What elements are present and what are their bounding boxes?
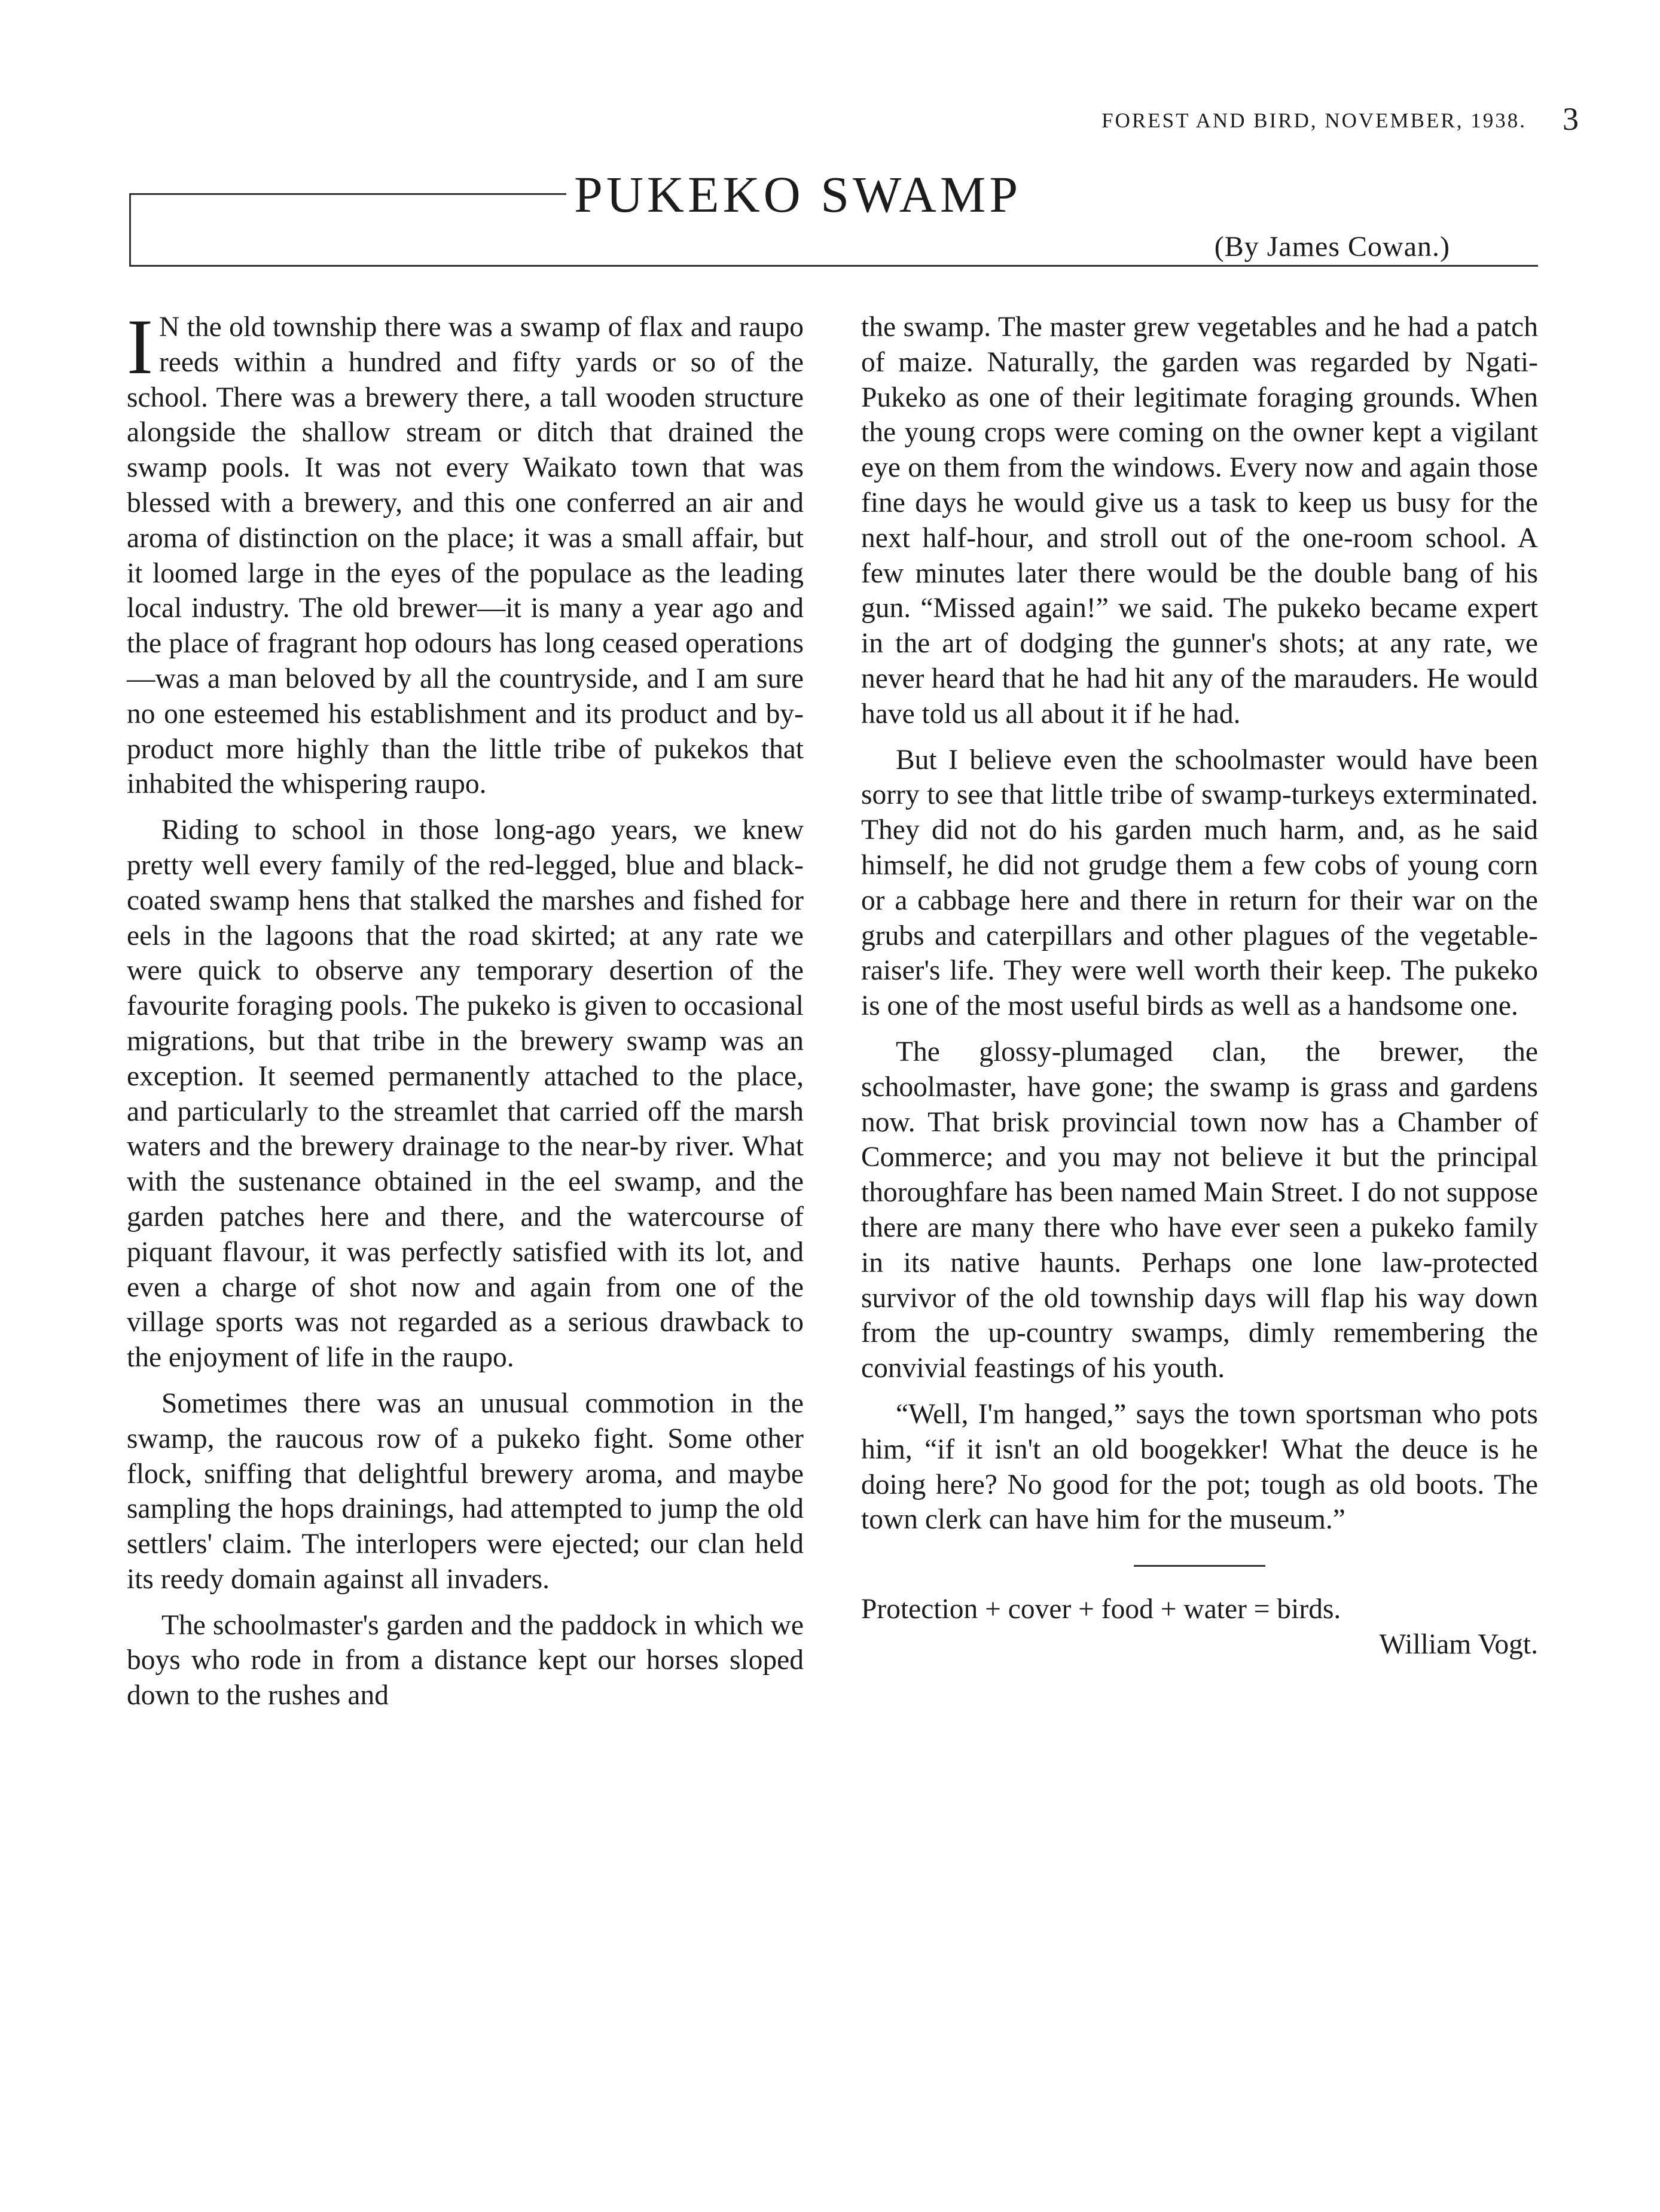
- paragraph-7: “Well, I'm hanged,” says the town sportsman who pots him, “if it isn't an old boogekker! What the deuce is he doing here? No good for the pot; tough as old boots. The town clerk can have him for the museum.”: [861, 1398, 1538, 1536]
- quote-text: Protection + cover + food + water = birds.: [861, 1594, 1341, 1625]
- section-divider: [1134, 1565, 1265, 1567]
- column-left: [127, 303, 804, 1724]
- byline: (By James Cowan.): [1214, 231, 1450, 263]
- page-number: 3: [1563, 101, 1579, 137]
- column-right: [861, 310, 1538, 1662]
- article-title: PUKEKO SWAMP: [574, 166, 1022, 223]
- title-rule-left: [129, 193, 131, 266]
- drop-cap: I: [127, 303, 153, 390]
- paragraph-5: But I believe even the schoolmaster would have been sorry to see that little tribe of swamp-turkeys exterminated. They did not do his garden much harm, and, as he said himself, he did not grudge them a few cobs of young corn or a cabbage here and there in return for their war on the grubs and caterpillars and other plagues of the vegetable-raiser's life. They were well worth their keep. The pukeko is one of the most useful birds as well as a handsome one.: [861, 744, 1538, 1022]
- running-head: [957, 100, 1579, 148]
- paragraph-1: [127, 303, 804, 802]
- paragraph-3: Sometimes there was an unusual commotion in the swamp, the raucous row of a pukeko fight. Some other flock, sniffing that delightful brewery aroma, and maybe sampling the hops drainings, had attempted to jump the old settlers' claim. The interlopers were ejected; our clan held its reedy domain against all invaders.: [127, 1387, 804, 1595]
- title-rule-top: [129, 193, 566, 195]
- quote-author: William Vogt.: [1379, 1628, 1538, 1660]
- paragraph-2: Riding to school in those long-ago years, we knew pretty well every family of the red-legged, blue and black-coated swamp hens that stalked the marshes and fished for eels in the lagoons that the road skirted; at any rate we were quick to observe any temporary desertion of the favourite foraging pools. The pukeko is given to occasional migrations, but that tribe in the brewery swamp was an exception. It seemed permanently attached to the place, and particularly to the streamlet that carried off the marsh waters and the brewery drainage to the near-by river. What with the sustenance obtained in the eel swamp, and the garden patches here and there, and the watercourse of piquant flavour, it was perfectly satisfied with its lot, and even a charge of shot now and again from one of the village sports was not regarded as a serious drawback to the enjoyment of life in the raupo.: [127, 814, 804, 1374]
- paragraph-6: The glossy-plumaged clan, the brewer, the schoolmaster, have gone; the swamp is grass and gardens now. That brisk provincial town now has a Chamber of Commerce; and you may not believe it but the principal thoroughfare has been named Main Street. I do not suppose there are many there who have ever seen a pukeko family in its native haunts. Perhaps one lone law-protected survivor of the old township days will flap his way down from the up-country swamps, dimly remembering the convivial feastings of his youth.: [861, 1036, 1538, 1384]
- paragraph-4-continued: the swamp. The master grew vegetables and he had a patch of maize. Naturally, the garden was regarded by Ngati-Pukeko as one of their legitimate foraging grounds. When the young crops were coming on the owner kept a vigilant eye on them from the windows. Every now and again those fine days he would give us a task to keep us busy for the next half-hour, and stroll out of the one-room school. A few minutes later there would be the double bang of his gun. “Missed again!” we said. The pukeko became expert in the art of dodging the gunner's shots; at any rate, we never heard that he had hit any of the marauders. He would have told us all about it if he had.: [861, 312, 1538, 730]
- paragraph-4: The schoolmaster's garden and the paddock in which we boys who rode in from a distance kept our horses sloped down to the rushes and: [127, 1609, 804, 1711]
- running-title: FOREST AND BIRD, NOVEMBER, 1938.: [1101, 109, 1527, 132]
- paragraph-1-text: N the old township there was a swamp of flax and raupo reeds within a hundred and fifty yards or so of the school. There was a brewery there, a tall wooden structure alongside the shallow stream or ditch that drained the swamp pools. It was not every Waikato town that was blessed with a brewery, and this one conferred an air and aroma of distinction on the place; it was a small affair, but it loomed large in the eyes of the populace as the leading local industry. The old brewer—it is many a year ago and the place of fragrant hop odours has long ceased operations—was a man beloved by all the countryside, and I am sure no one esteemed his establishment and its product and by-product more highly than the little tribe of pukekos that inhabited the whispering raupo.: [127, 312, 804, 800]
